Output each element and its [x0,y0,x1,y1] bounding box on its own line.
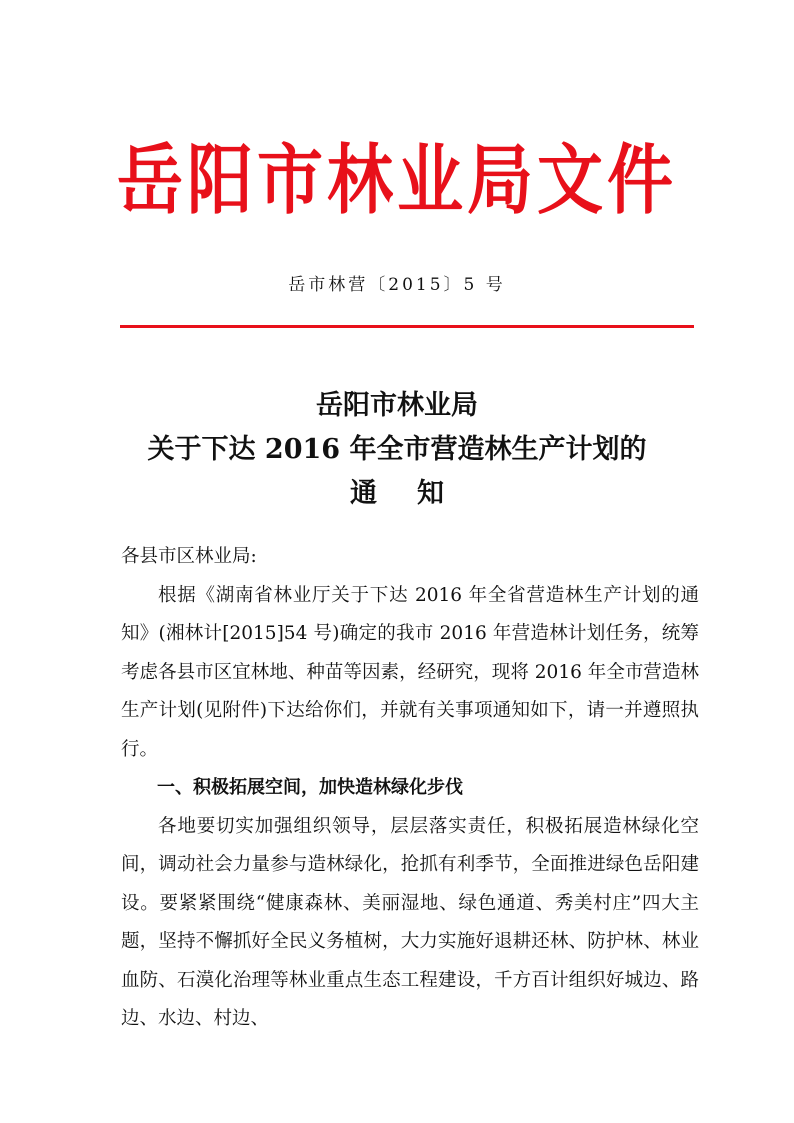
paragraph-1: 根据《湖南省林业厅关于下达 2016 年全省营造林生产计划的通知》(湘林计[2015]54 号)确定的我市 2016 年营造林计划任务，统筹考虑各县市区宜林地、种苗等因素，经研究，现将 2016 年全市营造林生产计划(见附件)下达给你们，并就有关事项通知如下，请一并遵照执行。 [121,584,699,760]
document-body [121,538,699,1039]
document-masthead: 岳阳市林业局文件 [117,136,677,225]
title-line-2: 关于下达 2016 年全市营造林生产计划的 [147,434,647,465]
document-number: 岳市林营〔2015〕5 号 [288,275,506,295]
document-title [0,384,794,516]
paragraph-2: 各地要切实加强组织领导，层层落实责任，积极拓展造林绿化空间，调动社会力量参与造林绿化，抢抓有利季节，全面推进绿色岳阳建设。要紧紧围绕“健康森林、美丽湿地、绿色通道、秀美村庄”四大主题，坚持不懈抓好全民义务植树，大力实施好退耕还林、防护林、林业血防、石漠化治理等林业重点生态工程建设，千方百计组织好城边、路边、水边、村边、 [121,815,699,1029]
section-heading-1: 一、积极拓展空间，加快造林绿化步伐 [157,777,463,798]
title-line-1: 岳阳市林业局 [316,390,478,421]
salutation: 各县市区林业局: [121,546,257,567]
title-line-3: 通知 [350,478,484,509]
red-divider-line [120,325,694,328]
